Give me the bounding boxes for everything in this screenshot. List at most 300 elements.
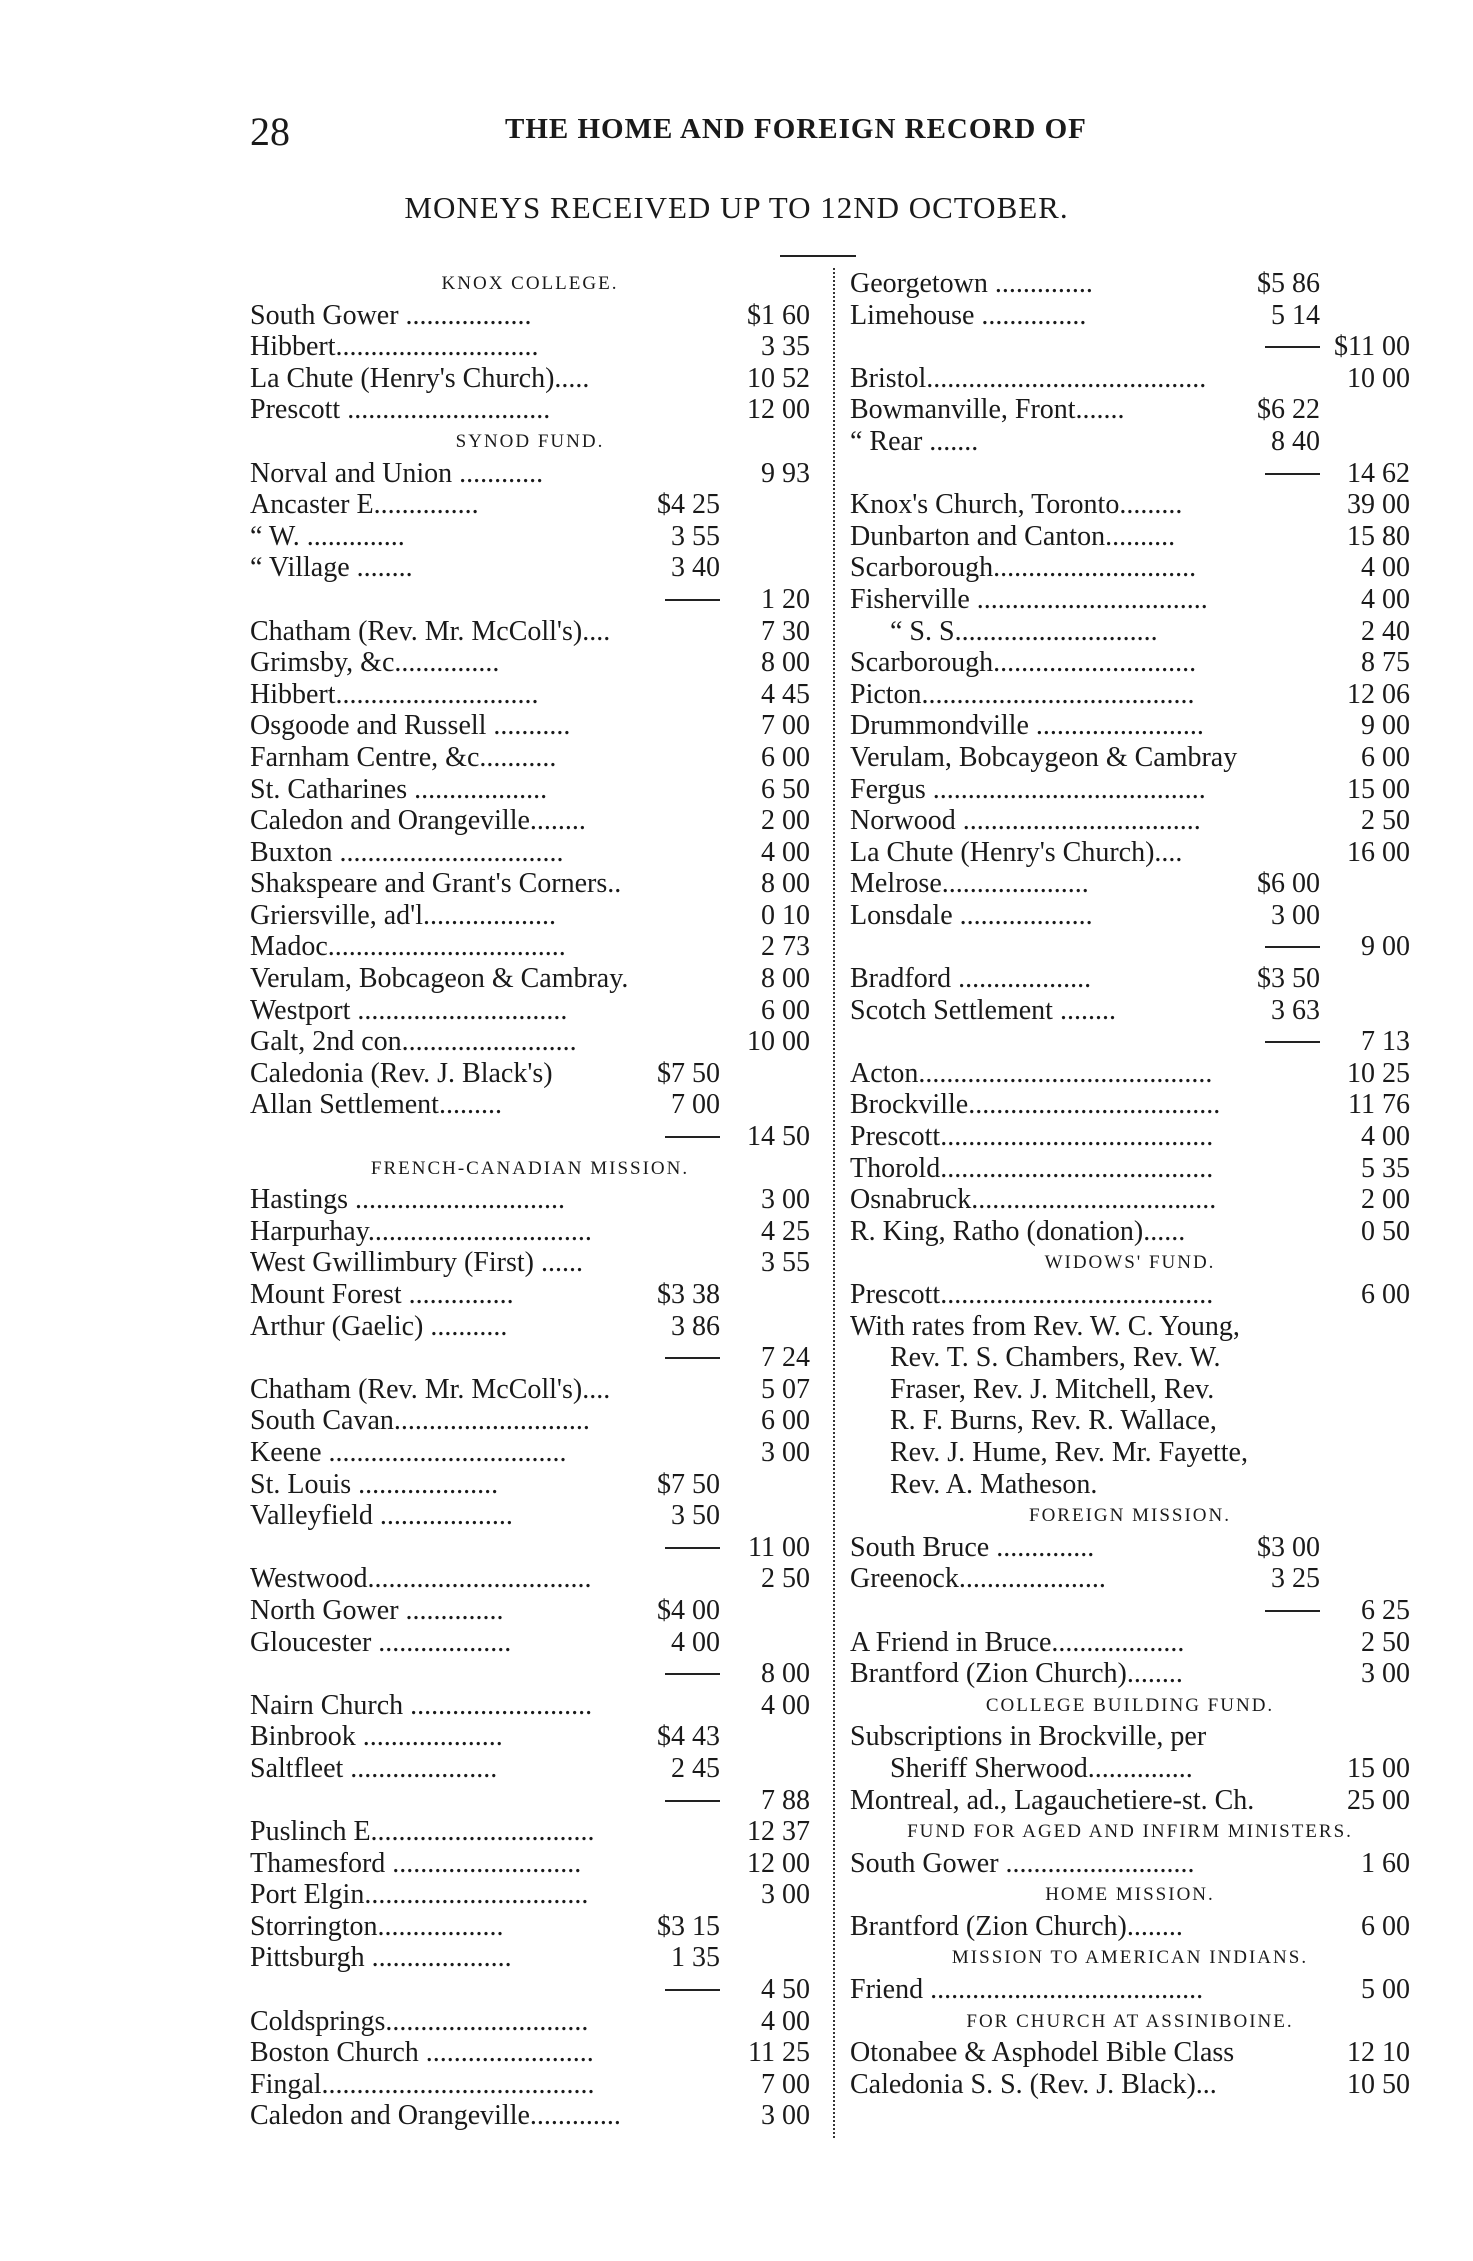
entry-label: Verulam, Bobcageon & Cambray.: [250, 963, 629, 995]
entry-amount: 12 06: [1347, 678, 1410, 710]
entry-label: A Friend in Bruce...................: [850, 1626, 1185, 1658]
ledger-entry: [250, 1753, 810, 1785]
ledger-entry: [250, 1469, 810, 1501]
ledger-entry: [850, 868, 1410, 900]
ledger-entry: [250, 363, 810, 395]
section-heading: FRENCH-CANADIAN MISSION.: [370, 1157, 690, 1179]
subtotal-rule: [665, 1547, 720, 1549]
entry-label: Prescott.......................................: [850, 1121, 1214, 1153]
section-heading: HOME MISSION.: [1045, 1884, 1215, 1906]
ledger-entry: [850, 963, 1410, 995]
ledger-entry: [250, 1216, 810, 1248]
entry-label: South Cavan............................: [250, 1405, 590, 1437]
subtotal-amount: 7 88: [761, 1784, 810, 1816]
entry-amount: 4 00: [761, 836, 810, 868]
entry-amount: 2 50: [1361, 805, 1410, 837]
entry-label: Knox's Church, Toronto.........: [850, 489, 1183, 521]
entry-label: Mount Forest ...............: [250, 1279, 514, 1310]
entry-sub-amount: $4 00: [657, 1594, 720, 1626]
entry-sub-amount: 1 35: [671, 1942, 720, 1974]
subtotal-row: [850, 1595, 1410, 1627]
ledger-entry: [850, 1563, 1410, 1595]
ledger-entry: [250, 963, 810, 995]
ledger-entry: [850, 584, 1410, 616]
ledger-entry: [850, 489, 1410, 521]
entry-label: South Bruce ..............: [850, 1531, 1095, 1563]
entry-sub-amount: 3 25: [1271, 1563, 1320, 1595]
entry-label: Thamesford ...........................: [250, 1847, 582, 1879]
entry-amount: 15 00: [1347, 773, 1410, 805]
entry-label: Shakspeare and Grant's Corners..: [250, 868, 622, 900]
ledger-entry: [250, 900, 810, 932]
subtotal-rule: [665, 1357, 720, 1359]
ledger-entry: [250, 1500, 810, 1532]
entry-label: Picton.......................................: [850, 678, 1195, 710]
section-heading: FUND FOR AGED AND INFIRM MINISTERS.: [907, 1821, 1353, 1843]
ledger-entry: [850, 1974, 1410, 2006]
section-heading: COLLEGE BUILDING FUND.: [985, 1694, 1275, 1716]
ledger-entry: [250, 805, 810, 837]
entry-label: Chatham (Rev. Mr. McColl's)....: [250, 615, 611, 647]
entry-amount: 5 07: [761, 1373, 810, 1405]
subtotal-amount: 7 13: [1361, 1026, 1410, 1058]
entry-label: Sheriff Sherwood...............: [890, 1752, 1193, 1784]
entry-label: Westport ..............................: [250, 994, 568, 1026]
ledger-entry: [250, 1247, 810, 1279]
ledger-entry: [850, 2069, 1410, 2101]
entry-label: Scarborough.............................: [850, 647, 1197, 679]
ledger-entry: [250, 774, 810, 806]
subtotal-row: [250, 1785, 810, 1817]
subtotal-amount: 14 62: [1347, 457, 1410, 489]
entry-amount: 10 00: [1347, 362, 1410, 394]
subtotal-rule: [665, 599, 720, 601]
entry-label: Bradford ...................: [850, 963, 1092, 995]
subtotal-row: [250, 1974, 810, 2006]
entry-amount: 12 00: [747, 394, 810, 426]
ledger-entry: [850, 742, 1410, 774]
entry-amount: 12 37: [747, 1816, 810, 1848]
ledger-entry: [850, 394, 1410, 426]
ledger-entry: [250, 1848, 810, 1880]
entry-label: Brantford (Zion Church)........: [850, 1658, 1183, 1690]
entry-label: Rev. T. S. Chambers, Rev. W.: [890, 1342, 1221, 1374]
entry-label: Brantford (Zion Church)........: [850, 1910, 1183, 1942]
entry-sub-amount: 3 63: [1271, 994, 1320, 1026]
entry-amount: 5 00: [1361, 1974, 1410, 2006]
entry-amount: 6 00: [761, 741, 810, 773]
ledger-entry: [250, 1942, 810, 1974]
entry-label: Hastings ..............................: [250, 1184, 565, 1216]
ledger-entry: [250, 552, 810, 584]
entry-amount: 3 00: [761, 1436, 810, 1468]
entry-amount: 6 00: [1361, 741, 1410, 773]
entry-label: Nairn Church ..........................: [250, 1689, 593, 1721]
entry-label: Limehouse ...............: [850, 299, 1087, 331]
entry-amount: 3 35: [761, 331, 810, 363]
entry-label: Keene ..................................: [250, 1436, 567, 1468]
entry-amount: 6 00: [1361, 1279, 1410, 1310]
subtotal-amount: 7 24: [761, 1342, 810, 1374]
entry-label: Subscriptions in Brockville, per: [850, 1721, 1207, 1753]
ledger-entry: [250, 458, 810, 490]
entry-amount: 8 00: [761, 963, 810, 995]
entry-label: Friend .......................................: [850, 1974, 1204, 2006]
entry-amount: 6 00: [761, 1405, 810, 1437]
ledger-entry: [850, 1848, 1410, 1880]
entry-amount: 0 10: [761, 899, 810, 931]
entry-label: Verulam, Bobcaygeon & Cambray: [850, 741, 1238, 773]
entry-amount: 10 25: [1347, 1057, 1410, 1089]
ledger-entry: [850, 1311, 1410, 1343]
entry-sub-amount: $3 00: [1257, 1531, 1320, 1563]
entry-label: Fisherville .................................: [850, 583, 1208, 615]
entry-label: Galt, 2nd con.........................: [250, 1026, 577, 1058]
section-heading: WIDOWS' FUND.: [1044, 1252, 1216, 1274]
entry-label: “ Village ........: [250, 552, 413, 584]
entry-label: Ancaster E...............: [250, 489, 479, 521]
entry-amount: 7 00: [761, 710, 810, 742]
entry-amount: 10 52: [747, 362, 810, 394]
ledger-entry: [850, 1658, 1410, 1690]
ledger-entry: [850, 1153, 1410, 1185]
ledger-entry: [850, 1121, 1410, 1153]
ledger-entry: [250, 2069, 810, 2101]
page-number: 28: [250, 109, 290, 154]
ledger-entry: [850, 679, 1410, 711]
entry-sub-amount: $7 50: [657, 1468, 720, 1500]
entry-amount: 39 00: [1347, 489, 1410, 521]
ledger-entry: [250, 2006, 810, 2038]
ledger-entry: [250, 2037, 810, 2069]
entry-label: “ S. S.............................: [890, 615, 1158, 647]
entry-label: Port Elgin................................: [250, 1879, 589, 1911]
subtotal-row: [250, 1532, 810, 1564]
entry-label: North Gower ..............: [250, 1594, 504, 1626]
entry-label: Harpurhay................................: [250, 1215, 592, 1247]
entry-label: Dunbarton and Canton..........: [850, 520, 1176, 552]
entry-label: Hibbert.............................: [250, 331, 539, 363]
ledger-entry: [250, 521, 810, 553]
entry-label: Acton..........................................: [850, 1057, 1213, 1089]
entry-label: Caledonia (Rev. J. Black's): [250, 1057, 553, 1089]
entry-sub-amount: $3 38: [657, 1279, 720, 1310]
entry-amount: 1 60: [1361, 1847, 1410, 1879]
entry-label: Drummondville ........................: [850, 710, 1204, 742]
entry-label: With rates from Rev. W. C. Young,: [850, 1310, 1240, 1342]
ledger-entry: [850, 1216, 1410, 1248]
entry-amount: 16 00: [1347, 836, 1410, 868]
entry-label: Norwood ..................................: [850, 805, 1201, 837]
entry-label: Georgetown ..............: [850, 268, 1093, 299]
entry-label: Greenock.....................: [850, 1563, 1106, 1595]
ledger-entry: [250, 1690, 810, 1722]
ledger-entry: [250, 1627, 810, 1659]
ledger-entry: [250, 1311, 810, 1343]
entry-amount: 2 40: [1361, 615, 1410, 647]
entry-sub-amount: $3 50: [1257, 963, 1320, 995]
ledger-entry: [850, 1279, 1410, 1311]
entry-sub-amount: $4 25: [657, 489, 720, 521]
entry-amount: 3 00: [1361, 1658, 1410, 1690]
ledger-entry: [850, 1785, 1410, 1817]
entry-label: Allan Settlement.........: [250, 1089, 502, 1121]
entry-amount: $1 60: [747, 299, 810, 331]
subtotal-row: [250, 1342, 810, 1374]
running-head: THE HOME AND FOREIGN RECORD OF: [505, 113, 1087, 145]
entry-amount: 3 00: [761, 1184, 810, 1216]
ledger-entry: [850, 268, 1410, 300]
entry-amount: 4 00: [1361, 1121, 1410, 1153]
subtotal-amount: 6 25: [1361, 1594, 1410, 1626]
entry-label: La Chute (Henry's Church)....: [850, 836, 1183, 868]
right-column: [850, 268, 1410, 2100]
ledger-entry: [250, 394, 810, 426]
entry-label: Binbrook ....................: [250, 1721, 503, 1753]
ledger-entry: [850, 774, 1410, 806]
subtotal-row: [850, 458, 1410, 490]
entry-amount: 4 00: [761, 2005, 810, 2037]
entry-sub-amount: 3 50: [671, 1500, 720, 1532]
entry-label: Scotch Settlement ........: [850, 994, 1116, 1026]
ledger-entry: [250, 1374, 810, 1406]
entry-label: Buxton ................................: [250, 836, 564, 868]
entry-amount: 2 00: [1361, 1184, 1410, 1216]
subtotal-amount: 9 00: [1361, 931, 1410, 963]
section-heading: SYNOD FUND.: [455, 430, 605, 452]
entry-label: “ Rear .......: [850, 425, 979, 457]
entry-label: Fraser, Rev. J. Mitchell, Rev.: [890, 1373, 1215, 1405]
left-column: [250, 268, 810, 2132]
entry-sub-amount: $5 86: [1257, 268, 1320, 299]
entry-amount: 5 35: [1361, 1152, 1410, 1184]
section-heading: KNOX COLLEGE.: [441, 273, 619, 294]
entry-sub-amount: 4 00: [671, 1626, 720, 1658]
ledger-entry: [250, 1879, 810, 1911]
entry-label: R. F. Burns, Rev. R. Wallace,: [890, 1405, 1217, 1437]
ledger-entry: [250, 995, 810, 1027]
entry-label: R. King, Ratho (donation)......: [850, 1215, 1186, 1247]
entry-label: Saltfleet .....................: [250, 1752, 498, 1784]
ledger-entry: [850, 1911, 1410, 1943]
subtotal-rule: [1265, 946, 1320, 948]
entry-label: Grimsby, &c...............: [250, 647, 500, 679]
entry-label: Rev. J. Hume, Rev. Mr. Fayette,: [890, 1436, 1248, 1468]
ledger-entry: [850, 710, 1410, 742]
entry-amount: 4 00: [761, 1689, 810, 1721]
page-subtitle: MONEYS RECEIVED UP TO 12ND OCTOBER.: [404, 190, 1069, 225]
ledger-entry: [850, 900, 1410, 932]
entry-sub-amount: 3 00: [1271, 899, 1320, 931]
subtotal-rule: [1265, 473, 1320, 475]
entry-label: Boston Church ........................: [250, 2037, 594, 2069]
entry-amount: 11 25: [748, 2037, 810, 2069]
subtotal-row: [850, 1026, 1410, 1058]
ledger-entry: [250, 647, 810, 679]
ledger-entry: [250, 1184, 810, 1216]
entry-amount: 2 50: [761, 1563, 810, 1595]
ledger-entry: [850, 616, 1410, 648]
ledger-entry: [250, 742, 810, 774]
subtotal-row: [250, 1121, 810, 1153]
entry-amount: 2 73: [761, 931, 810, 963]
entry-label: Puslinch E................................: [250, 1816, 595, 1848]
ledger-entry: [250, 1089, 810, 1121]
entry-amount: 3 00: [761, 1879, 810, 1911]
entry-amount: 3 00: [761, 2100, 810, 2132]
entry-label: St. Louis ....................: [250, 1468, 499, 1500]
ledger-entry: [250, 931, 810, 963]
ledger-entry: [850, 837, 1410, 869]
subtotal-row: [850, 931, 1410, 963]
ledger-entry: [850, 1089, 1410, 1121]
title-rule: [780, 255, 856, 257]
entry-amount: 4 25: [761, 1215, 810, 1247]
entry-amount: 4 00: [1361, 552, 1410, 584]
entry-amount: 4 00: [1361, 583, 1410, 615]
section-heading: FOR CHURCH AT ASSINIBOINE.: [966, 2010, 1294, 2032]
ledger-entry: [250, 1816, 810, 1848]
entry-amount: 0 50: [1361, 1215, 1410, 1247]
ledger-entry: [250, 1279, 810, 1311]
entry-amount: 4 45: [761, 678, 810, 710]
subtotal-row: [250, 1658, 810, 1690]
ledger-entry: [850, 1058, 1410, 1090]
entry-label: Lonsdale ...................: [850, 899, 1093, 931]
entry-amount: 2 50: [1361, 1626, 1410, 1658]
entry-amount: 7 30: [761, 615, 810, 647]
entry-label: West Gwillimbury (First) ......: [250, 1247, 583, 1279]
entry-amount: 25 00: [1347, 1784, 1410, 1816]
ledger-entry: [850, 1374, 1410, 1406]
subtotal-rule: [1265, 1041, 1320, 1043]
entry-amount: 12 10: [1347, 2037, 1410, 2069]
entry-label: Caledon and Orangeville........: [250, 805, 586, 837]
entry-label: Gloucester ...................: [250, 1626, 512, 1658]
subtotal-rule: [665, 1136, 720, 1138]
entry-label: Fingal.......................................: [250, 2068, 595, 2100]
entry-sub-amount: 5 14: [1271, 299, 1320, 331]
entry-label: “ W. ..............: [250, 520, 405, 552]
ledger-entry: [250, 1721, 810, 1753]
subtotal-amount: $11 00: [1334, 331, 1410, 363]
ledger-entry: [850, 1532, 1410, 1564]
entry-amount: 6 00: [761, 994, 810, 1026]
entry-amount: 8 00: [761, 868, 810, 900]
subtotal-rule: [665, 1673, 720, 1675]
entry-amount: 8 00: [761, 647, 810, 679]
subtotal-amount: 11 00: [748, 1531, 810, 1563]
section-heading: FOREIGN MISSION.: [1029, 1505, 1231, 1527]
entry-amount: 8 75: [1361, 647, 1410, 679]
ledger-entry: [250, 1437, 810, 1469]
entry-sub-amount: 8 40: [1271, 425, 1320, 457]
entry-label: Caledon and Orangeville.............: [250, 2100, 621, 2132]
entry-amount: 12 00: [747, 1847, 810, 1879]
ledger-entry: [850, 1753, 1410, 1785]
ledger-entry: [850, 363, 1410, 395]
entry-amount: 15 80: [1347, 520, 1410, 552]
entry-label: Otonabee & Asphodel Bible Class: [850, 2037, 1235, 2069]
entry-sub-amount: $3 15: [657, 1910, 720, 1942]
subtotal-amount: 14 50: [747, 1121, 810, 1153]
ledger-entry: [850, 2037, 1410, 2069]
ledger-entry: [250, 1563, 810, 1595]
entry-label: Osgoode and Russell ...........: [250, 710, 571, 742]
ledger-entry: [850, 521, 1410, 553]
entry-sub-amount: 3 40: [671, 552, 720, 584]
ledger-entry: [850, 1469, 1410, 1501]
ledger-entry: [250, 331, 810, 363]
entry-amount: 6 50: [761, 773, 810, 805]
entry-label: Montreal, ad., Lagauchetiere-st. Ch.: [850, 1784, 1255, 1816]
entry-sub-amount: $4 43: [657, 1721, 720, 1753]
entry-label: St. Catharines ...................: [250, 773, 548, 805]
entry-label: Thorold.......................................: [850, 1152, 1214, 1184]
ledger-entry: [250, 868, 810, 900]
entry-amount: 11 76: [1348, 1089, 1410, 1121]
subtotal-rule: [1265, 346, 1320, 348]
ledger-entry: [850, 1405, 1410, 1437]
entry-sub-amount: 3 86: [671, 1310, 720, 1342]
entry-sub-amount: $7 50: [657, 1057, 720, 1089]
subtotal-rule: [665, 1989, 720, 1991]
entry-label: Caledonia S. S. (Rev. J. Black)...: [850, 2068, 1217, 2100]
entry-amount: 2 00: [761, 805, 810, 837]
entry-amount: 10 00: [747, 1026, 810, 1058]
entry-label: Bristol........................................: [850, 362, 1207, 394]
entry-label: Fergus .......................................: [850, 773, 1206, 805]
column-divider: [833, 268, 835, 2138]
ledger-entry: [250, 616, 810, 648]
entry-label: Pittsburgh ....................: [250, 1942, 512, 1974]
ledger-entry: [250, 1058, 810, 1090]
subtotal-rule: [1265, 1610, 1320, 1612]
subtotal-amount: 1 20: [761, 583, 810, 615]
ledger-entry: [250, 300, 810, 332]
ledger-entry: [250, 837, 810, 869]
entry-amount: 3 55: [761, 1247, 810, 1279]
ledger-entry: [250, 1911, 810, 1943]
ledger-entry: [850, 1721, 1410, 1753]
entry-amount: 10 50: [1347, 2068, 1410, 2100]
entry-label: Rev. A. Matheson.: [890, 1468, 1098, 1500]
ledger-entry: [850, 426, 1410, 458]
entry-label: Hibbert.............................: [250, 678, 539, 710]
subtotal-amount: 4 50: [761, 1974, 810, 2006]
entry-label: Westwood................................: [250, 1563, 592, 1595]
entry-label: Prescott.......................................: [850, 1279, 1214, 1310]
entry-label: South Gower ...........................: [850, 1847, 1195, 1879]
ledger-entry: [850, 995, 1410, 1027]
entry-label: Brockville....................................: [850, 1089, 1221, 1121]
entry-sub-amount: 3 55: [671, 520, 720, 552]
entry-label: Madoc..................................: [250, 931, 566, 963]
ledger-entry: [850, 300, 1410, 332]
ledger-entry: [850, 1342, 1410, 1374]
entry-label: Griersville, ad'l...................: [250, 899, 556, 931]
entry-label: South Gower ..................: [250, 299, 532, 331]
subtotal-row: [250, 584, 810, 616]
entry-sub-amount: 2 45: [671, 1752, 720, 1784]
entry-label: Bowmanville, Front.......: [850, 394, 1125, 426]
ledger-entry: [850, 805, 1410, 837]
ledger-entry: [250, 2100, 810, 2132]
entry-amount: 6 00: [1361, 1910, 1410, 1942]
ledger-entry: [850, 552, 1410, 584]
subtotal-amount: 8 00: [761, 1658, 810, 1690]
entry-label: Farnham Centre, &c...........: [250, 741, 557, 773]
